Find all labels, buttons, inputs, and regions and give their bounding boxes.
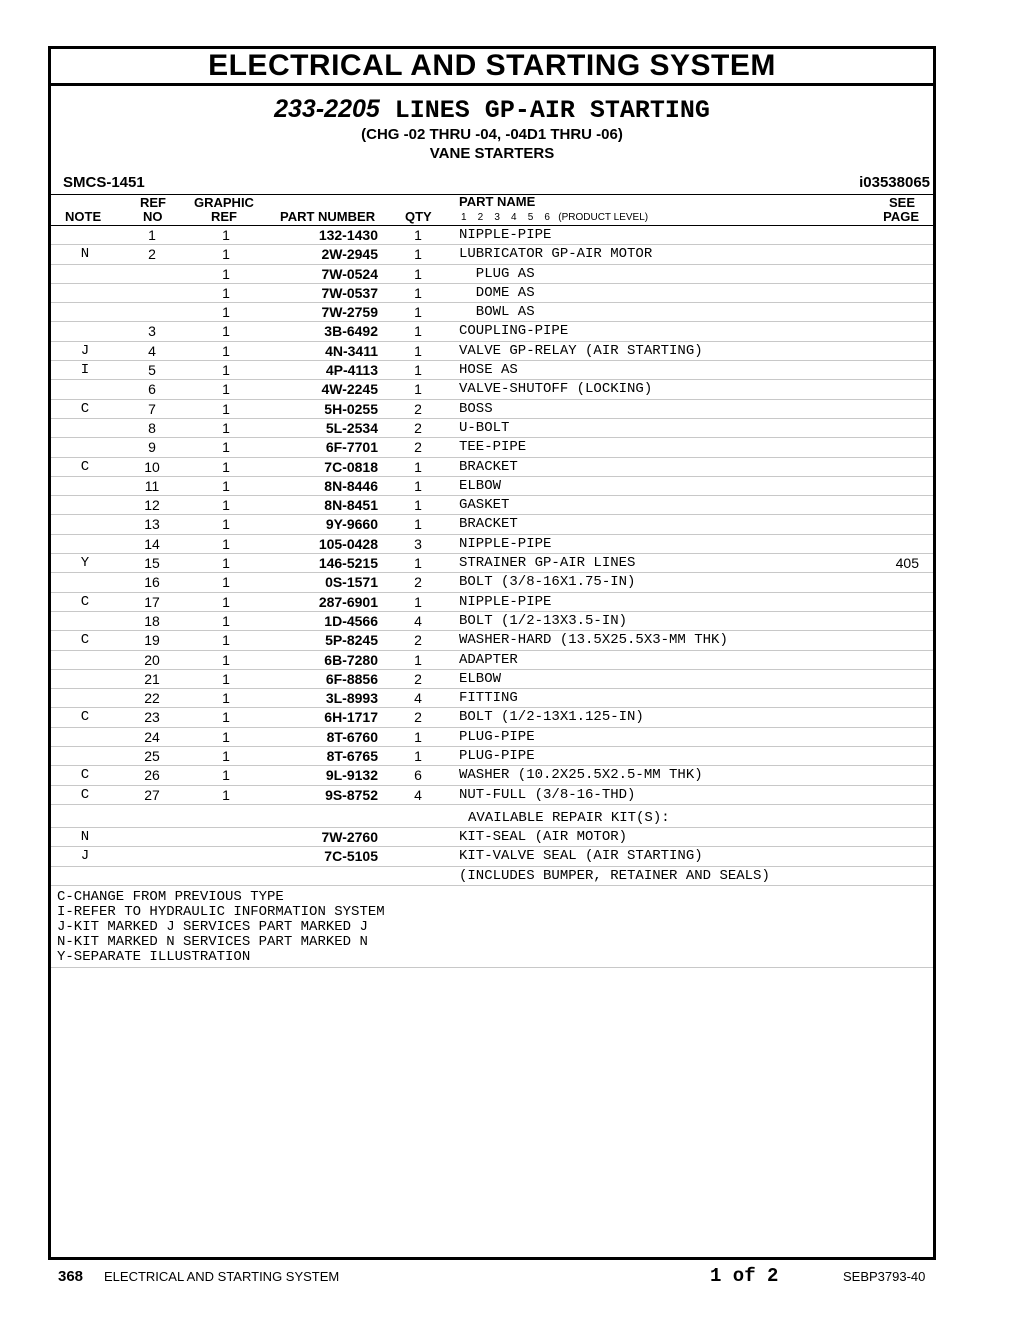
part-number-cell: 105-0428 [318, 535, 378, 552]
ref-no-cell: 19 [144, 632, 160, 649]
graphic-ref-cell: 1 [222, 227, 230, 243]
graphic-ref-cell: 1 [222, 767, 230, 784]
table-row [51, 689, 933, 708]
qty-cell: 1 [414, 651, 422, 668]
part-name-cell: PLUG-PIPE [459, 748, 535, 765]
ref-no-cell: 6 [148, 381, 156, 398]
ref-no-cell: 25 [144, 748, 160, 765]
part-name-cell: COUPLING-PIPE [459, 323, 569, 340]
ref-no-cell: 16 [144, 574, 160, 591]
graphic-ref-cell: 1 [222, 304, 230, 321]
illustration-id: i03538065 [859, 174, 930, 191]
ref-no-cell: 24 [144, 728, 160, 745]
part-name-cell: U-BOLT [459, 419, 510, 436]
graphic-ref-cell: 1 [222, 728, 230, 745]
col-ref-line2: NO [143, 209, 163, 224]
ref-no-cell: 8 [148, 419, 156, 436]
qty-cell: 1 [414, 342, 422, 359]
ref-no-cell: 7 [148, 400, 156, 417]
legend-item: C-CHANGE FROM PREVIOUS TYPE [57, 888, 284, 905]
see-page-cell: 405 [895, 555, 919, 572]
qty-cell: 3 [414, 535, 422, 552]
part-name-cell: GASKET [459, 497, 510, 514]
graphic-ref-cell: 1 [222, 786, 230, 803]
footer-system: ELECTRICAL AND STARTING SYSTEM [104, 1269, 340, 1284]
table-row [51, 419, 933, 438]
table-row [51, 554, 933, 573]
page-of: 1 of 2 [710, 1265, 779, 1287]
legend-item: I-REFER TO HYDRAULIC INFORMATION SYSTEM [57, 903, 385, 920]
part-number-cell: 146-5215 [318, 555, 378, 572]
group-title [51, 94, 933, 126]
note-cell: C [80, 786, 90, 803]
graphic-ref-cell: 1 [222, 400, 230, 417]
graphic-ref-cell: 1 [222, 670, 230, 687]
part-name-cell: HOSE AS [459, 362, 518, 379]
table-row [51, 515, 933, 534]
note-cell: C [80, 709, 90, 726]
part-number-cell: 4W-2245 [321, 381, 378, 398]
note-cell: N [80, 828, 90, 845]
note-cell: C [80, 632, 90, 649]
qty-cell: 6 [414, 767, 422, 784]
part-name-cell: NUT-FULL (3/8-16-THD) [459, 786, 636, 803]
part-name-cell: ELBOW [459, 670, 502, 687]
repair-kit-row [51, 847, 933, 866]
part-number-cell: 8T-6760 [326, 728, 378, 745]
part-number-cell: 7W-2759 [321, 304, 378, 321]
part-name-cell: TEE-PIPE [459, 439, 527, 456]
section-title: ELECTRICAL AND STARTING SYSTEM [51, 49, 933, 86]
table-row [51, 361, 933, 380]
qty-cell: 2 [414, 400, 422, 417]
note-cell: J [80, 848, 90, 865]
repair-kits-heading-text: AVAILABLE REPAIR KIT(S): [468, 809, 670, 826]
note-cell: N [80, 246, 90, 263]
graphic-ref-cell: 1 [222, 555, 230, 572]
part-number-cell: 7W-0524 [321, 265, 378, 282]
ref-no-cell: 18 [144, 612, 160, 629]
ref-no-cell: 10 [144, 458, 160, 475]
qty-cell: 1 [414, 748, 422, 765]
part-name-cell: (INCLUDES BUMPER, RETAINER AND SEALS) [459, 867, 770, 884]
col-product-level: 1 2 3 4 5 6 (PRODUCT LEVEL) [461, 212, 649, 223]
col-note: NOTE [65, 209, 102, 224]
part-number-cell: 7C-0818 [324, 458, 378, 475]
graphic-ref-cell: 1 [222, 612, 230, 629]
table-row [51, 226, 933, 245]
part-number-cell: 5L-2534 [325, 419, 378, 436]
part-number-cell: 5P-8245 [325, 632, 378, 649]
ref-no-cell: 4 [148, 342, 156, 359]
graphic-ref-cell: 1 [222, 265, 230, 282]
graphic-ref-cell: 1 [222, 516, 230, 533]
part-name-cell: PLUG-PIPE [459, 728, 535, 745]
part-name-cell: BOWL AS [459, 304, 535, 321]
part-number-cell: 7C-5105 [324, 848, 378, 865]
page-number: 368 [58, 1268, 84, 1285]
part-name-cell: FITTING [459, 690, 518, 707]
ref-no-cell: 23 [144, 709, 160, 726]
ref-no-cell: 20 [144, 651, 160, 668]
ref-no-cell: 3 [148, 323, 156, 340]
graphic-ref-cell: 1 [222, 458, 230, 475]
part-number-cell: 7W-2760 [321, 828, 378, 845]
graphic-ref-cell: 1 [222, 439, 230, 456]
table-row [51, 535, 933, 554]
graphic-ref-cell: 1 [222, 497, 230, 514]
qty-cell: 1 [414, 555, 422, 572]
part-number-cell: 9Y-9660 [325, 516, 378, 533]
table-row [51, 728, 933, 747]
table-row [51, 284, 933, 303]
table-row [51, 786, 933, 805]
part-number-cell: 3L-8993 [325, 690, 378, 707]
repair-kit-row [51, 828, 933, 847]
table-row [51, 265, 933, 284]
ref-no-cell: 2 [148, 246, 156, 263]
ref-no-cell: 1 [148, 227, 156, 243]
smcs-code: SMCS-1451 [63, 174, 145, 191]
part-number-cell: 8T-6765 [326, 748, 378, 765]
part-name-cell: KIT-SEAL (AIR MOTOR) [459, 828, 628, 845]
note-cell: I [80, 362, 90, 379]
part-number-cell: 9L-9132 [325, 767, 378, 784]
part-name-cell: WASHER (10.2X25.5X2.5-MM THK) [459, 767, 703, 784]
ref-no-cell: 17 [144, 593, 160, 610]
group-name: LINES GP-AIR STARTING [394, 96, 710, 125]
part-number-cell: 5H-0255 [324, 400, 378, 417]
ref-no-cell: 13 [144, 516, 160, 533]
part-number-cell: 0S-1571 [325, 574, 378, 591]
qty-cell: 2 [414, 439, 422, 456]
part-name-cell: NIPPLE-PIPE [459, 593, 552, 610]
part-name-cell: BOLT (1/2-13X3.5-IN) [459, 612, 628, 629]
qty-cell: 1 [414, 477, 422, 494]
part-name-cell: WASHER-HARD (13.5X25.5X3-MM THK) [459, 632, 728, 649]
table-row [51, 477, 933, 496]
part-number-cell: 8N-8451 [324, 497, 378, 514]
graphic-ref-cell: 1 [222, 593, 230, 610]
table-row [51, 708, 933, 727]
qty-cell: 1 [414, 246, 422, 263]
part-number-cell: 1D-4566 [324, 612, 378, 629]
legend-item: J-KIT MARKED J SERVICES PART MARKED J [57, 918, 368, 935]
qty-cell: 2 [414, 709, 422, 726]
parts-list [51, 226, 933, 805]
part-name-cell: STRAINER GP-AIR LINES [459, 555, 636, 572]
qty-cell: 1 [414, 323, 422, 340]
table-row [51, 458, 933, 477]
part-name-cell: NIPPLE-PIPE [459, 535, 552, 552]
table-row [51, 438, 933, 457]
table-row [51, 342, 933, 361]
table-row [51, 380, 933, 399]
table-row [51, 303, 933, 322]
graphic-ref-cell: 1 [222, 690, 230, 707]
parts-page-frame [48, 46, 936, 1260]
qty-cell: 1 [414, 304, 422, 321]
ref-no-cell: 12 [144, 497, 160, 514]
ref-no-cell: 14 [144, 535, 160, 552]
repair-kits-list [51, 828, 933, 886]
part-name-cell: KIT-VALVE SEAL (AIR STARTING) [459, 848, 703, 865]
graphic-ref-cell: 1 [222, 651, 230, 668]
col-ref-line1: REF [140, 195, 166, 210]
graphic-ref-cell: 1 [222, 574, 230, 591]
part-name-cell: BOSS [459, 400, 493, 417]
graphic-ref-cell: 1 [222, 419, 230, 436]
graphic-ref-cell: 1 [222, 709, 230, 726]
ref-no-cell: 26 [144, 767, 160, 784]
group-subtitle: (CHG -02 THRU -04, -04D1 THRU -06) [361, 126, 623, 143]
note-cell: C [80, 400, 90, 417]
table-row [51, 651, 933, 670]
col-part-number: PART NUMBER [280, 209, 376, 224]
col-gref-line1: GRAPHIC [194, 195, 254, 210]
part-name-cell: BOLT (3/8-16X1.75-IN) [459, 574, 636, 591]
qty-cell: 2 [414, 574, 422, 591]
part-number-cell: 8N-8446 [324, 477, 378, 494]
part-number-cell: 2W-2945 [321, 246, 378, 263]
ref-no-cell: 15 [144, 555, 160, 572]
qty-cell: 1 [414, 362, 422, 379]
qty-cell: 2 [414, 419, 422, 436]
repair-kit-row [51, 867, 933, 886]
note-cell: C [80, 593, 90, 610]
table-row [51, 631, 933, 650]
table-row [51, 593, 933, 612]
col-qty: QTY [405, 209, 432, 224]
ref-no-cell: 9 [148, 439, 156, 456]
part-number-cell: 4P-4113 [325, 362, 378, 379]
qty-cell: 1 [414, 497, 422, 514]
qty-cell: 1 [414, 381, 422, 398]
qty-cell: 1 [414, 227, 422, 243]
part-number-cell: 4N-3411 [325, 342, 378, 359]
col-gref-line2: REF [211, 209, 237, 224]
table-row [51, 496, 933, 515]
column-header [51, 195, 933, 226]
col-see-line2: PAGE [883, 209, 919, 224]
part-name-cell: ADAPTER [459, 651, 518, 668]
qty-cell: 1 [414, 265, 422, 282]
legend-item: N-KIT MARKED N SERVICES PART MARKED N [57, 933, 368, 950]
table-row [51, 573, 933, 592]
part-number-cell: 6H-1717 [324, 709, 378, 726]
part-name-cell: VALVE GP-RELAY (AIR STARTING) [459, 342, 703, 359]
part-name-cell: ELBOW [459, 477, 502, 494]
legend-item: Y-SEPARATE ILLUSTRATION [57, 948, 251, 965]
graphic-ref-cell: 1 [222, 362, 230, 379]
qty-cell: 1 [414, 516, 422, 533]
doc-id: SEBP3793-40 [843, 1269, 926, 1284]
qty-cell: 2 [414, 670, 422, 687]
table-row [51, 612, 933, 631]
part-name-cell: DOME AS [459, 284, 535, 301]
part-number-cell: 132-1430 [318, 227, 378, 243]
graphic-ref-cell: 1 [222, 342, 230, 359]
id-row [51, 172, 933, 195]
qty-cell: 4 [414, 690, 422, 707]
qty-cell: 4 [414, 612, 422, 629]
note-cell: C [80, 458, 90, 475]
part-number-cell: 6F-8856 [325, 670, 378, 687]
note-legend [51, 886, 933, 968]
table-row [51, 670, 933, 689]
table-row [51, 400, 933, 419]
ref-no-cell: 22 [144, 690, 160, 707]
table-row [51, 766, 933, 785]
part-name-cell: BOLT (1/2-13X1.125-IN) [459, 709, 644, 726]
part-number-cell: 7W-0537 [321, 284, 378, 301]
qty-cell: 4 [414, 786, 422, 803]
note-cell: C [80, 767, 90, 784]
part-name-cell: NIPPLE-PIPE [459, 227, 552, 243]
graphic-ref-cell: 1 [222, 246, 230, 263]
part-number-cell: 3B-6492 [324, 323, 378, 340]
ref-no-cell: 11 [144, 477, 160, 494]
col-part-name: PART NAME [459, 194, 536, 209]
graphic-ref-cell: 1 [222, 323, 230, 340]
graphic-ref-cell: 1 [222, 477, 230, 494]
ref-no-cell: 27 [144, 786, 160, 803]
table-row [51, 747, 933, 766]
group-subtitle-2: VANE STARTERS [429, 145, 555, 162]
graphic-ref-cell: 1 [222, 632, 230, 649]
part-number-cell: 6F-7701 [325, 439, 378, 456]
repair-kits-heading [51, 805, 933, 828]
qty-cell: 2 [414, 632, 422, 649]
page-footer [0, 1264, 1020, 1288]
qty-cell: 1 [414, 284, 422, 301]
note-cell: Y [80, 555, 90, 572]
graphic-ref-cell: 1 [222, 748, 230, 765]
qty-cell: 1 [414, 728, 422, 745]
col-see-line1: SEE [888, 195, 915, 210]
part-number-cell: 6B-7280 [324, 651, 378, 668]
part-name-cell: PLUG AS [459, 265, 535, 282]
ref-no-cell: 5 [148, 362, 156, 379]
group-number: 233-2205 [274, 95, 380, 123]
part-name-cell: BRACKET [459, 516, 518, 533]
part-number-cell: 287-6901 [318, 593, 378, 610]
qty-cell: 1 [414, 458, 422, 475]
part-number-cell: 9S-8752 [325, 786, 378, 803]
table-row [51, 322, 933, 341]
graphic-ref-cell: 1 [222, 381, 230, 398]
part-name-cell: VALVE-SHUTOFF (LOCKING) [459, 381, 653, 398]
part-name-cell: BRACKET [459, 458, 518, 475]
graphic-ref-cell: 1 [222, 535, 230, 552]
table-row [51, 245, 933, 264]
note-cell: J [80, 342, 90, 359]
qty-cell: 1 [414, 593, 422, 610]
part-name-cell: LUBRICATOR GP-AIR MOTOR [459, 246, 653, 263]
ref-no-cell: 21 [144, 670, 160, 687]
graphic-ref-cell: 1 [222, 284, 230, 301]
